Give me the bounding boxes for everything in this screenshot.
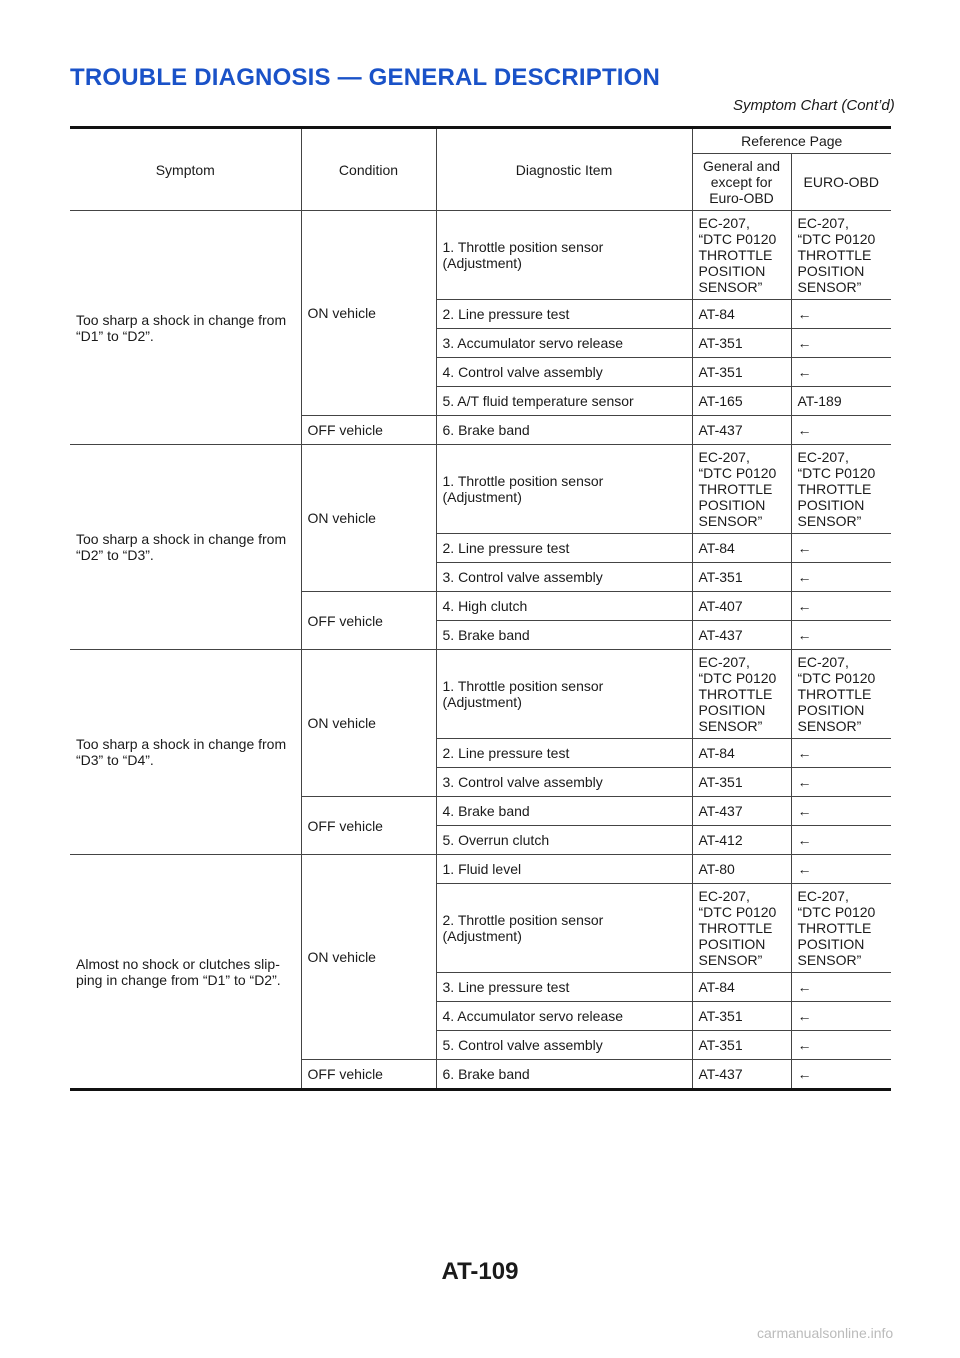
reference-general-cell: AT-165 xyxy=(692,387,791,416)
page-title: TROUBLE DIAGNOSIS — GENERAL DESCRIPTION xyxy=(70,64,661,91)
table-body xyxy=(70,211,891,1090)
reference-euro-obd-cell: ← xyxy=(791,563,891,592)
symptom-cell: Too sharp a shock in change from “D2” to “D3”. xyxy=(70,445,301,650)
table-row xyxy=(70,211,891,300)
diagnostic-item-cell: 2. Line pressure test xyxy=(436,300,692,329)
diagnostic-item-cell: 5. Brake band xyxy=(436,621,692,650)
diagnostic-item-cell: 1. Throttle position sensor (Adjustment) xyxy=(436,650,692,739)
reference-general-cell: AT-351 xyxy=(692,1002,791,1031)
reference-euro-obd-cell: ← xyxy=(791,768,891,797)
reference-euro-obd-cell: ← xyxy=(791,621,891,650)
diagnostic-item-cell: 4. Accumulator servo release xyxy=(436,1002,692,1031)
diagnostic-item-cell: 4. High clutch xyxy=(436,592,692,621)
symptom-chart xyxy=(70,126,891,1091)
reference-general-cell: EC-207, “DTC P0120 THROTTLE POSITION SENSOR” xyxy=(692,884,791,973)
diagnostic-item-cell: 5. A/T fluid temperature sensor xyxy=(436,387,692,416)
reference-euro-obd-cell: ← xyxy=(791,1060,891,1090)
symptom-cell: Too sharp a shock in change from “D1” to “D2”. xyxy=(70,211,301,445)
reference-euro-obd-cell: ← xyxy=(791,826,891,855)
reference-euro-obd-cell: EC-207, “DTC P0120 THROTTLE POSITION SENSOR” xyxy=(791,650,891,739)
reference-general-cell: AT-437 xyxy=(692,621,791,650)
reference-euro-obd-cell: ← xyxy=(791,973,891,1002)
header-symptom: Symptom xyxy=(70,128,301,211)
symptom-cell: Too sharp a shock in change from “D3” to “D4”. xyxy=(70,650,301,855)
reference-general-cell: AT-437 xyxy=(692,416,791,445)
reference-euro-obd-cell: ← xyxy=(791,592,891,621)
diagnostic-item-cell: 1. Fluid level xyxy=(436,855,692,884)
reference-euro-obd-cell: ← xyxy=(791,739,891,768)
reference-general-cell: AT-84 xyxy=(692,739,791,768)
page-subtitle: Symptom Chart (Cont’d) xyxy=(733,97,895,114)
diagnostic-item-cell: 6. Brake band xyxy=(436,416,692,445)
reference-general-cell: AT-351 xyxy=(692,768,791,797)
reference-general-cell: AT-351 xyxy=(692,563,791,592)
diagnostic-item-cell: 6. Brake band xyxy=(436,1060,692,1090)
reference-general-cell: AT-84 xyxy=(692,973,791,1002)
condition-cell: OFF vehicle xyxy=(301,1060,436,1090)
table-row xyxy=(70,855,891,884)
header-diagnostic-item: Diagnostic Item xyxy=(436,128,692,211)
diagnostic-item-cell: 3. Accumulator servo release xyxy=(436,329,692,358)
reference-euro-obd-cell: ← xyxy=(791,300,891,329)
reference-euro-obd-cell: EC-207, “DTC P0120 THROTTLE POSITION SENSOR” xyxy=(791,445,891,534)
watermark: carmanualsonline.info xyxy=(757,1325,894,1341)
reference-euro-obd-cell: ← xyxy=(791,855,891,884)
diagnostic-item-cell: 3. Line pressure test xyxy=(436,973,692,1002)
reference-euro-obd-cell: AT-189 xyxy=(791,387,891,416)
header-reference-page: Reference Page xyxy=(692,128,891,154)
diagnostic-item-cell: 2. Line pressure test xyxy=(436,739,692,768)
diagnostic-item-cell: 4. Brake band xyxy=(436,797,692,826)
diagnostic-item-cell: 3. Control valve assembly xyxy=(436,768,692,797)
condition-cell: OFF vehicle xyxy=(301,416,436,445)
diagnostic-item-cell: 4. Control valve assembly xyxy=(436,358,692,387)
condition-cell: ON vehicle xyxy=(301,445,436,592)
header-condition: Condition xyxy=(301,128,436,211)
reference-euro-obd-cell: ← xyxy=(791,797,891,826)
symptom-table xyxy=(70,126,891,1091)
header-euro-obd: EURO-OBD xyxy=(791,154,891,211)
condition-cell: OFF vehicle xyxy=(301,592,436,650)
reference-general-cell: AT-351 xyxy=(692,329,791,358)
condition-cell: ON vehicle xyxy=(301,211,436,416)
reference-general-cell: AT-84 xyxy=(692,300,791,329)
reference-euro-obd-cell: EC-207, “DTC P0120 THROTTLE POSITION SENSOR” xyxy=(791,884,891,973)
reference-general-cell: AT-437 xyxy=(692,797,791,826)
reference-euro-obd-cell: ← xyxy=(791,416,891,445)
diagnostic-item-cell: 1. Throttle position sensor (Adjustment) xyxy=(436,211,692,300)
reference-general-cell: AT-80 xyxy=(692,855,791,884)
table-row xyxy=(70,650,891,739)
reference-general-cell: AT-351 xyxy=(692,1031,791,1060)
reference-general-cell: EC-207, “DTC P0120 THROTTLE POSITION SENSOR” xyxy=(692,211,791,300)
diagnostic-item-cell: 5. Overrun clutch xyxy=(436,826,692,855)
reference-general-cell: AT-437 xyxy=(692,1060,791,1090)
reference-general-cell: EC-207, “DTC P0120 THROTTLE POSITION SENSOR” xyxy=(692,650,791,739)
page-number: AT-109 xyxy=(441,1258,519,1285)
reference-euro-obd-cell: ← xyxy=(791,358,891,387)
header-general: General and except for Euro-OBD xyxy=(692,154,791,211)
table-row xyxy=(70,445,891,534)
reference-general-cell: EC-207, “DTC P0120 THROTTLE POSITION SENSOR” xyxy=(692,445,791,534)
reference-general-cell: AT-351 xyxy=(692,358,791,387)
reference-euro-obd-cell: EC-207, “DTC P0120 THROTTLE POSITION SENSOR” xyxy=(791,211,891,300)
reference-euro-obd-cell: ← xyxy=(791,534,891,563)
reference-general-cell: AT-84 xyxy=(692,534,791,563)
condition-cell: ON vehicle xyxy=(301,650,436,797)
diagnostic-item-cell: 1. Throttle position sensor (Adjustment) xyxy=(436,445,692,534)
symptom-cell: Almost no shock or clutches slip- ping in change from “D1” to “D2”. xyxy=(70,855,301,1090)
reference-general-cell: AT-407 xyxy=(692,592,791,621)
diagnostic-item-cell: 2. Throttle position sensor (Adjustment) xyxy=(436,884,692,973)
diagnostic-item-cell: 5. Control valve assembly xyxy=(436,1031,692,1060)
reference-euro-obd-cell: ← xyxy=(791,1031,891,1060)
diagnostic-item-cell: 2. Line pressure test xyxy=(436,534,692,563)
reference-general-cell: AT-412 xyxy=(692,826,791,855)
condition-cell: ON vehicle xyxy=(301,855,436,1060)
condition-cell: OFF vehicle xyxy=(301,797,436,855)
reference-euro-obd-cell: ← xyxy=(791,329,891,358)
diagnostic-item-cell: 3. Control valve assembly xyxy=(436,563,692,592)
reference-euro-obd-cell: ← xyxy=(791,1002,891,1031)
